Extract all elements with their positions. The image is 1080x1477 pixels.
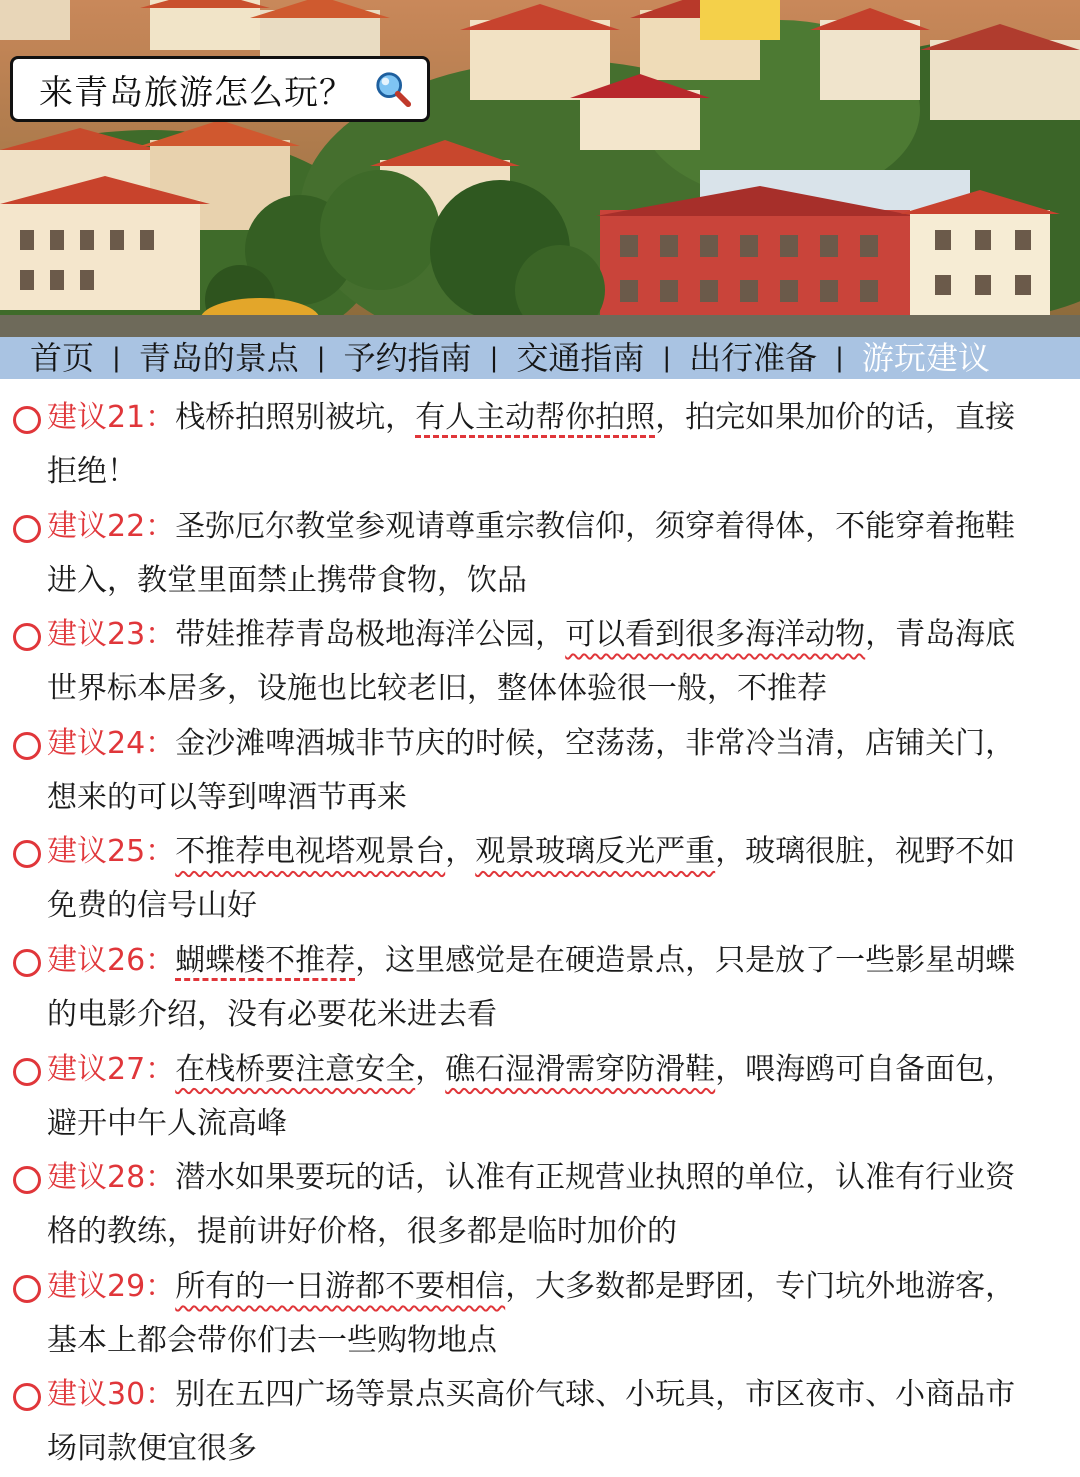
tip-text: 别在五四广场等景点买高价气球、小玩具，市区夜市、小商品市 xyxy=(175,1377,1016,1413)
tip-text: 潜水如果要玩的话，认准有正规营业执照的单位，认准有行业资 xyxy=(175,1160,1016,1196)
tip-highlight: 蝴蝶楼不推荐 xyxy=(175,942,356,978)
tip-item xyxy=(0,499,1080,608)
circle-bullet-icon xyxy=(13,1058,41,1086)
tip-label: 建议26： xyxy=(47,942,176,978)
tip-line-2: 格的教练，提前讲好价格，很多都是临时加价的 xyxy=(47,1214,677,1250)
circle-bullet-icon xyxy=(13,515,41,543)
tip-line-2: 世界标本居多，设施也比较老旧，整体体验很一般，不推荐 xyxy=(47,671,827,707)
tip-line-1 xyxy=(47,1156,1015,1200)
tip-label: 建议27： xyxy=(47,1051,176,1087)
tip-line-1 xyxy=(47,613,1015,657)
nav-item-attractions[interactable]: 青岛的景点 xyxy=(138,339,299,377)
tip-text: ， xyxy=(445,834,476,870)
tip-highlight: 观景玻璃反光严重 xyxy=(475,834,716,870)
circle-bullet-icon xyxy=(13,732,41,760)
tip-highlight: 礁石湿滑需穿防滑鞋 xyxy=(445,1051,716,1087)
tip-line-1 xyxy=(47,939,1015,983)
tip-line-2: 场同款便宜很多 xyxy=(47,1431,257,1467)
tip-label: 建议30： xyxy=(47,1377,176,1413)
tip-line-1 xyxy=(47,505,1015,549)
nav-item-travel-prep[interactable]: 出行准备 xyxy=(689,339,818,377)
qingdao-hillside-illustration xyxy=(0,0,1080,337)
tip-text: ，拍完如果加价的话，直接 xyxy=(655,400,1016,435)
tip-label: 建议23： xyxy=(47,617,176,653)
tip-label: 建议24： xyxy=(47,725,176,761)
nav-item-tips[interactable]: 游玩建议 xyxy=(861,339,990,377)
circle-bullet-icon xyxy=(13,406,41,434)
tip-label: 建议29： xyxy=(47,1268,176,1304)
tip-line-2: 避开中午人流高峰 xyxy=(47,1105,287,1141)
tip-line-2: 免费的信号山好 xyxy=(47,888,257,924)
nav-separator: | xyxy=(316,343,326,373)
nav-item-booking-guide[interactable]: 予约指南 xyxy=(343,339,472,377)
tip-line-2: 的电影介绍，没有必要花米进去看 xyxy=(47,996,497,1032)
tip-line-2: 想来的可以等到啤酒节再来 xyxy=(47,779,407,815)
nav-separator: | xyxy=(112,343,121,373)
tip-item xyxy=(0,933,1080,1042)
tip-text: ，大多数都是野团，专门坑外地游客， xyxy=(505,1268,1016,1304)
circle-bullet-icon xyxy=(13,840,41,868)
nav-separator: | xyxy=(835,343,844,373)
tip-item xyxy=(0,1259,1080,1368)
tip-line-1 xyxy=(47,1265,1015,1309)
tip-line-1 xyxy=(47,1048,1015,1092)
nav-item-home[interactable]: 首页 xyxy=(30,339,95,377)
tip-text: ， xyxy=(415,1051,446,1087)
circle-bullet-icon xyxy=(13,949,41,977)
tip-item xyxy=(0,1042,1080,1151)
circle-bullet-icon xyxy=(13,1166,41,1194)
tip-item xyxy=(0,716,1080,825)
tip-text: ，喂海鸥可自备面包， xyxy=(715,1051,1016,1087)
tip-item xyxy=(0,1367,1080,1476)
tip-line-1 xyxy=(47,722,1015,766)
nav-separator: | xyxy=(489,343,499,373)
tip-label: 建议22： xyxy=(47,508,176,544)
tip-text: ，玻璃很脏，视野不如 xyxy=(715,834,1016,870)
tip-line-2: 基本上都会带你们去一些购物地点 xyxy=(47,1322,497,1358)
tip-label: 建议21： xyxy=(47,400,176,435)
tip-item xyxy=(0,824,1080,933)
tip-label: 建议25： xyxy=(47,834,176,870)
nav-bar xyxy=(0,337,1080,379)
tip-text: 圣弥厄尔教堂参观请尊重宗教信仰，须穿着得体，不能穿着拖鞋 xyxy=(175,508,1016,544)
tip-highlight: 可以看到很多海洋动物 xyxy=(565,617,866,653)
nav-separator: | xyxy=(662,343,672,373)
tip-highlight: 有人主动帮你拍照 xyxy=(415,400,656,435)
tip-text: 带娃推荐青岛极地海洋公园， xyxy=(175,617,566,653)
tip-highlight: 不推荐电视塔观景台 xyxy=(175,834,446,870)
tip-line-1 xyxy=(47,830,1015,874)
tip-line-1 xyxy=(47,396,1015,440)
tip-text: ，青岛海底 xyxy=(865,617,1016,653)
search-icon[interactable] xyxy=(374,70,412,108)
tip-line-1 xyxy=(47,1373,1015,1417)
tip-text: 栈桥拍照别被坑， xyxy=(175,400,416,435)
tip-line-2: 进入，教堂里面禁止携带食物，饮品 xyxy=(47,562,527,598)
search-text: 来青岛旅游怎么玩？ xyxy=(39,72,354,113)
circle-bullet-icon xyxy=(13,623,41,651)
tip-item xyxy=(0,390,1080,499)
tip-text: 金沙滩啤酒城非节庆的时候，空荡荡，非常冷当清，店铺关门， xyxy=(175,725,1016,761)
circle-bullet-icon xyxy=(13,1275,41,1303)
tips-list xyxy=(0,390,1080,1476)
tip-item xyxy=(0,1150,1080,1259)
tip-item xyxy=(0,607,1080,716)
tip-highlight: 在栈桥要注意安全 xyxy=(175,1051,416,1087)
tip-highlight: 所有的一日游都不要相信 xyxy=(175,1268,506,1304)
circle-bullet-icon xyxy=(13,1383,41,1411)
search-box[interactable] xyxy=(10,56,430,122)
tip-line-2: 拒绝！ xyxy=(47,454,137,489)
tip-label: 建议28： xyxy=(47,1160,176,1196)
hero-image xyxy=(0,0,1080,337)
tip-text: ，这里感觉是在硬造景点，只是放了一些影星胡蝶 xyxy=(355,942,1016,978)
nav-item-transport-guide[interactable]: 交通指南 xyxy=(516,339,645,377)
